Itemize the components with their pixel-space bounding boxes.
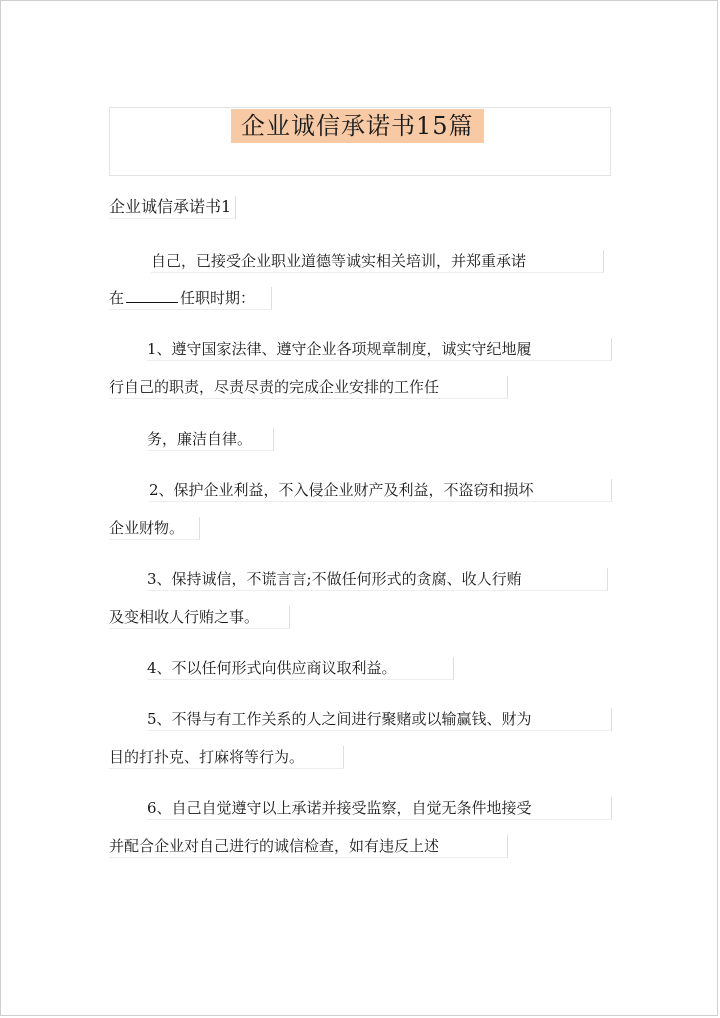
item-6-line-b: 并配合企业对自己进行的诚信检查，如有违反上述 (109, 835, 508, 858)
intro-line-1: 自己，已接受企业职业道德等诚实相关培训，并郑重承诺 (151, 250, 604, 273)
item-2-line-a: 2、保护企业利益，不入侵企业财产及利益，不盗窃和损坏 (149, 479, 612, 502)
document-title: 企业诚信承诺书15篇 (231, 109, 484, 143)
blank-fill-line (126, 288, 178, 303)
item-3-line-b: 及变相收人行贿之事。 (109, 606, 290, 629)
item-1-line-a: 1、遵守国家法律、遵守企业各项规章制度，诚实守纪地履 (147, 338, 612, 361)
item-1-line-b: 行自己的职责，尽责尽责的完成企业安排的工作任 (109, 376, 508, 399)
item-6-line-a: 6、自己自觉遵守以上承诺并接受监察，自觉无条件地接受 (147, 797, 612, 820)
item-5-line-a: 5、不得与有工作关系的人之间进行聚赌或以输赢钱、财为 (147, 708, 612, 731)
item-4-line-a: 4、不以任何形式向供应商议取利益。 (147, 657, 454, 680)
item-5-line-b: 目的打扑克、打麻将等行为。 (109, 746, 344, 769)
item-1-line-c: 务，廉洁自律。 (147, 428, 274, 451)
item-3-line-a: 3、保持诚信，不谎言言;不做任何形式的贪腐、收人行贿 (147, 568, 608, 591)
intro-line-2-prefix: 在 (109, 289, 125, 307)
intro-line-2 (109, 287, 272, 310)
section-heading: 企业诚信承诺书1 (109, 196, 236, 219)
intro-line-2-suffix: 任职时期： (180, 289, 256, 307)
item-2-line-b: 企业财物。 (109, 517, 200, 540)
